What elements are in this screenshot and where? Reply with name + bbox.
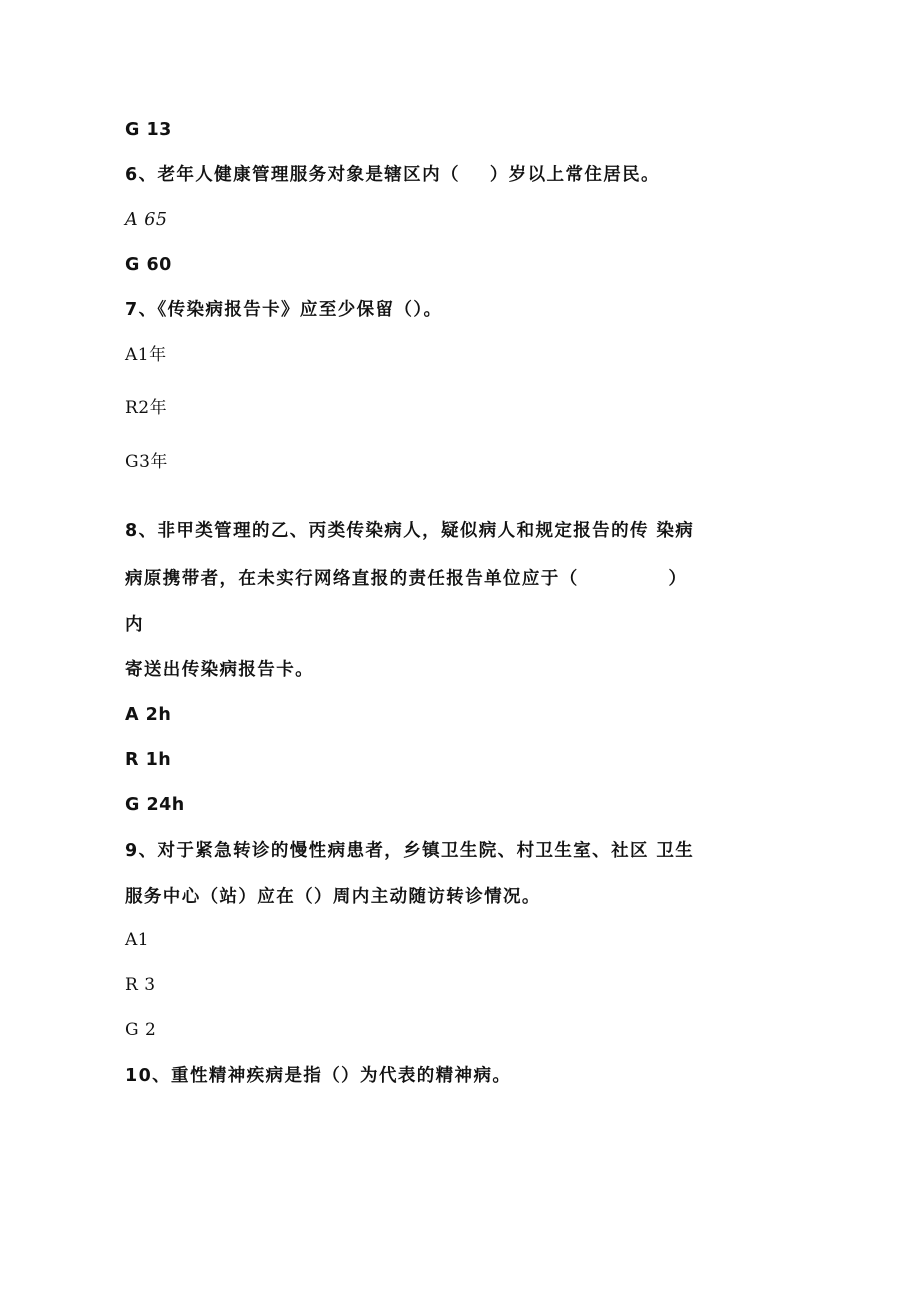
question-8-line-3: 内: [125, 615, 144, 635]
option-r-3: R 3: [125, 975, 156, 995]
option-a-1-year: A1年: [125, 345, 167, 365]
option-g-3-year: G3年: [125, 452, 168, 472]
option-g-13: G 13: [125, 120, 172, 140]
option-r-2-year: R2年: [125, 398, 168, 418]
option-a-2h: A 2h: [125, 705, 172, 725]
question-6: 6、老年人健康管理服务对象是辖区内（ ）岁以上常住居民。: [125, 165, 660, 185]
question-9-line-2: 服务中心（站）应在（）周内主动随访转诊情况。: [125, 887, 541, 907]
option-g-2: G 2: [125, 1020, 157, 1040]
option-a-65: A 65: [125, 210, 168, 230]
option-a-1: A1: [125, 930, 150, 950]
option-g-24h: G 24h: [125, 795, 185, 815]
question-7: 7、《传染病报告卡》应至少保留（）。: [125, 300, 443, 320]
option-r-1h: R 1h: [125, 750, 172, 770]
option-g-60: G 60: [125, 255, 172, 275]
question-8-line-4: 寄送出传染病报告卡。: [125, 660, 314, 680]
question-10: 10、重性精神疾病是指（）为代表的精神病。: [125, 1066, 512, 1086]
question-8-line-1: 8、非甲类管理的乙、丙类传染病人，疑似病人和规定报告的传 染病: [125, 521, 695, 541]
question-9-line-1: 9、对于紧急转诊的慢性病患者，乡镇卫生院、村卫生室、社区 卫生: [125, 841, 695, 861]
question-8-line-2: 病原携带者，在未实行网络直报的责任报告单位应于（ ）: [125, 569, 688, 589]
